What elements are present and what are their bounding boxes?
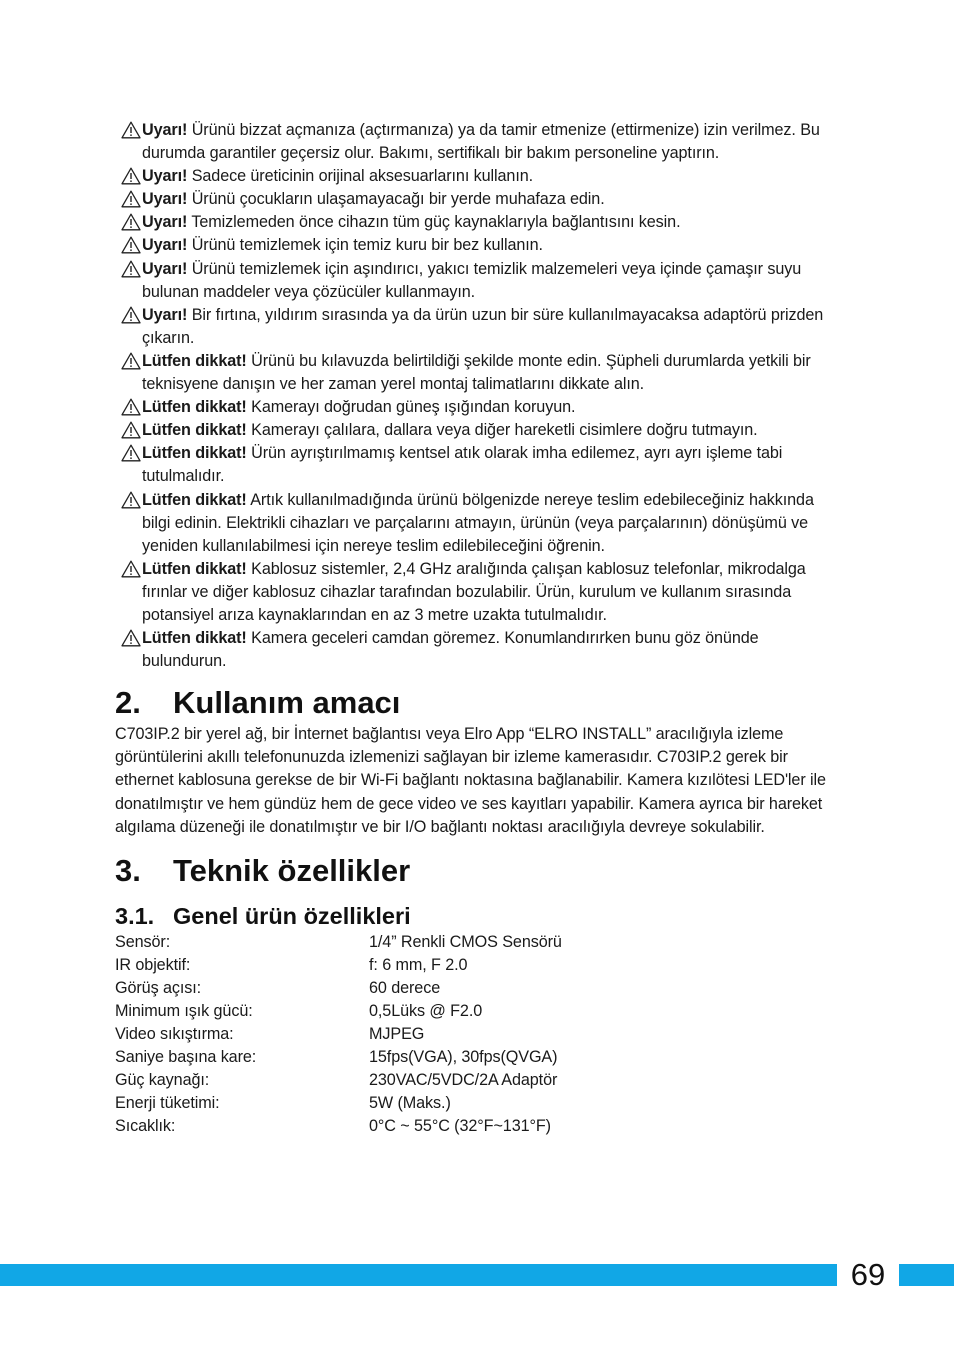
warning-lead: Lütfen dikkat! bbox=[142, 559, 247, 578]
warning-triangle-icon bbox=[121, 491, 141, 509]
spec-value: 0°C ~ 55°C (32°F~131°F) bbox=[369, 1117, 551, 1136]
warning-text: Ürünü çocukların ulaşamayacağı bir yerde muhafaza edin. bbox=[187, 190, 605, 209]
spec-value: 0,5Lüks @ F2.0 bbox=[369, 1002, 483, 1020]
spec-value: 60 derece bbox=[369, 978, 441, 997]
subsection-title: Genel ürün özellikleri bbox=[173, 902, 411, 929]
spec-row bbox=[115, 931, 845, 954]
warning-item bbox=[115, 258, 845, 304]
warning-lead: Uyarı! bbox=[142, 167, 188, 186]
spec-label: Enerji tüketimi: bbox=[115, 1094, 220, 1113]
footer-accent-bar bbox=[0, 1264, 954, 1286]
spec-row bbox=[115, 1069, 845, 1092]
warning-item bbox=[115, 489, 845, 558]
spec-row bbox=[115, 1000, 845, 1023]
warning-lead: Uyarı! bbox=[142, 305, 188, 324]
warning-item bbox=[115, 234, 845, 257]
section-3-heading bbox=[115, 851, 845, 891]
warning-triangle-icon bbox=[121, 398, 141, 416]
warning-text: Sadece üreticinin orijinal aksesuarlarını kullanın. bbox=[187, 167, 534, 186]
warning-triangle-icon bbox=[121, 444, 141, 462]
warning-item bbox=[115, 396, 845, 419]
warning-triangle-icon bbox=[121, 121, 141, 139]
spec-value: MJPEG bbox=[369, 1025, 425, 1044]
warning-triangle-icon bbox=[121, 306, 141, 324]
spec-label: IR objektif: bbox=[115, 955, 191, 974]
spec-value: f: 6 mm, F 2.0 bbox=[369, 955, 468, 974]
spec-label: Sıcaklık: bbox=[115, 1117, 176, 1136]
warning-text: Kamera geceleri camdan göremez. Konumlandırırken bunu göz önünde bulundurun. bbox=[142, 629, 759, 671]
warning-item bbox=[115, 558, 845, 627]
section-title: Teknik özellikler bbox=[173, 852, 411, 888]
spec-label: Görüş açısı: bbox=[115, 978, 202, 997]
warning-item bbox=[115, 350, 845, 396]
warning-text: Ürün ayrıştırılmamış kentsel atık olarak imha edilemez, ayrı ayrı işleme tabi tutulmalıdır. bbox=[142, 444, 783, 486]
spec-row bbox=[115, 1092, 845, 1115]
section-2-heading bbox=[115, 683, 845, 723]
spec-value: 230VAC/5VDC/2A Adaptör bbox=[369, 1071, 558, 1090]
spec-row bbox=[115, 1023, 845, 1046]
warning-text: Ürünü bizzat açmanıza (açtırmanıza) ya da tamir etmenize (ettirmenize) izin verilmez. Bu durumda garantiler geçersiz olur. Bakımı, sertifikalı bir bakım personeline yaptırın. bbox=[142, 121, 820, 163]
warning-text: Bir fırtına, yıldırım sırasında ya da ürün uzun bir süre kullanılmayacaksa adaptörü prizden çıkarın. bbox=[142, 305, 824, 347]
warning-item bbox=[115, 188, 845, 211]
warning-lead: Uyarı! bbox=[142, 190, 188, 209]
warning-lead: Lütfen dikkat! bbox=[142, 351, 247, 370]
warning-item bbox=[115, 165, 845, 188]
spec-table bbox=[115, 931, 845, 1139]
warning-text: Kamerayı doğrudan güneş ışığından koruyun. bbox=[246, 398, 576, 417]
spec-row bbox=[115, 977, 845, 1000]
spec-value: 1/4” Renkli CMOS Sensörü bbox=[369, 932, 562, 951]
warning-item bbox=[115, 442, 845, 488]
warning-lead: Uyarı! bbox=[142, 213, 188, 232]
warning-triangle-icon bbox=[121, 560, 141, 578]
warning-triangle-icon bbox=[121, 352, 141, 370]
warning-lead: Lütfen dikkat! bbox=[142, 490, 247, 509]
spec-value: 15fps(VGA), 30fps(QVGA) bbox=[369, 1048, 558, 1067]
section-2-body: C703IP.2 bir yerel ağ, bir İnternet bağlantısı veya Elro App “ELRO INSTALL” aracılığıyla izleme görüntülerini akıllı telefonunuzda izlemenizi sağlayan bir izleme kamerasıdır. C703IP.2 gerek bir ethernet kablosuna gerekse de bir Wi-Fi bağlantı noktasına bağlanabilir. Kamera kızılötesi LED'ler ile donatılmıştır ve hem gündüz hem de gece video ve ses kayıtları yapabilir. Kamera ayrıca bir hareket algılama düzeneği ile donatılmıştır ve bir I/O bağlantı noktası aracılığıyla devreye sokulabilir. bbox=[115, 725, 826, 836]
warning-text: Temizlemeden önce cihazın tüm güç kaynaklarıyla bağlantısını kesin. bbox=[187, 213, 681, 232]
warning-text: Ürünü temizlemek için aşındırıcı, yakıcı temizlik malzemeleri veya içinde çamaşır suyu bulunan maddeler veya çözücüler kullanmayın. bbox=[142, 259, 802, 301]
spec-label: Video sıkıştırma: bbox=[115, 1025, 234, 1044]
section-title: Kullanım amacı bbox=[173, 685, 401, 721]
spec-label: Sensör: bbox=[115, 932, 171, 951]
warning-text: Ürünü temizlemek için temiz kuru bir bez kullanın. bbox=[187, 236, 543, 255]
warning-triangle-icon bbox=[121, 213, 141, 231]
warning-item bbox=[115, 627, 845, 673]
warning-text: Kamerayı çalılara, dallara veya diğer hareketli cisimlere doğru tutmayın. bbox=[246, 421, 758, 440]
warning-text: Artık kullanılmadığında ürünü bölgenizde nereye teslim edebileceğiniz hakkında bilgi edinin. Elektrikli cihazları ve parçalarını atmayın, ürünün (veya parçalarının) dönüşümü ve yeniden kullanılabilmesi için nereye teslim edilebileceğini öğrenin. bbox=[142, 490, 814, 555]
warning-item bbox=[115, 119, 845, 165]
warning-triangle-icon bbox=[121, 236, 141, 254]
warning-lead: Lütfen dikkat! bbox=[142, 444, 247, 463]
section-number: 3. bbox=[115, 852, 141, 888]
warning-triangle-icon bbox=[121, 260, 141, 278]
warning-item bbox=[115, 211, 845, 234]
warning-lead: Lütfen dikkat! bbox=[142, 629, 247, 648]
spec-label: Saniye başına kare: bbox=[115, 1048, 257, 1067]
warning-triangle-icon bbox=[121, 190, 141, 208]
warning-lead: Lütfen dikkat! bbox=[142, 398, 247, 417]
warning-triangle-icon bbox=[121, 629, 141, 647]
warning-lead: Uyarı! bbox=[142, 121, 188, 139]
warning-list bbox=[115, 119, 845, 673]
spec-label: Güç kaynağı: bbox=[115, 1071, 210, 1090]
spec-row bbox=[115, 1115, 845, 1138]
warning-triangle-icon bbox=[121, 167, 141, 185]
warning-lead: Uyarı! bbox=[142, 236, 188, 255]
warning-triangle-icon bbox=[121, 421, 141, 439]
warning-text: Kablosuz sistemler, 2,4 GHz aralığında çalışan kablosuz telefonlar, mikrodalga fırınlar ve diğer kablosuz cihazlar tarafından bozulabilir. Ürün, kurulum ve kullanım sırasında potansiyel arıza kaynaklarından en az 3 metre uzakta tutulmalıdır. bbox=[142, 559, 806, 624]
warning-text: Ürünü bu kılavuzda belirtildiği şekilde monte edin. Şüpheli durumlarda yetkili bir teknisyene danışın ve her zaman yerel montaj talimatlarını dikkate alın. bbox=[142, 351, 811, 394]
page-content bbox=[115, 119, 845, 1139]
warning-item bbox=[115, 304, 845, 350]
page-number: 69 bbox=[837, 1256, 899, 1294]
subsection-number: 3.1. bbox=[115, 902, 155, 929]
spec-row bbox=[115, 1046, 845, 1069]
spec-label: Minimum ışık gücü: bbox=[115, 1002, 253, 1020]
spec-row bbox=[115, 954, 845, 977]
warning-item bbox=[115, 419, 845, 442]
subsection-3-1-heading bbox=[115, 901, 845, 931]
warning-lead: Lütfen dikkat! bbox=[142, 421, 247, 440]
spec-value: 5W (Maks.) bbox=[369, 1094, 451, 1113]
section-number: 2. bbox=[115, 685, 141, 721]
warning-lead: Uyarı! bbox=[142, 259, 188, 278]
